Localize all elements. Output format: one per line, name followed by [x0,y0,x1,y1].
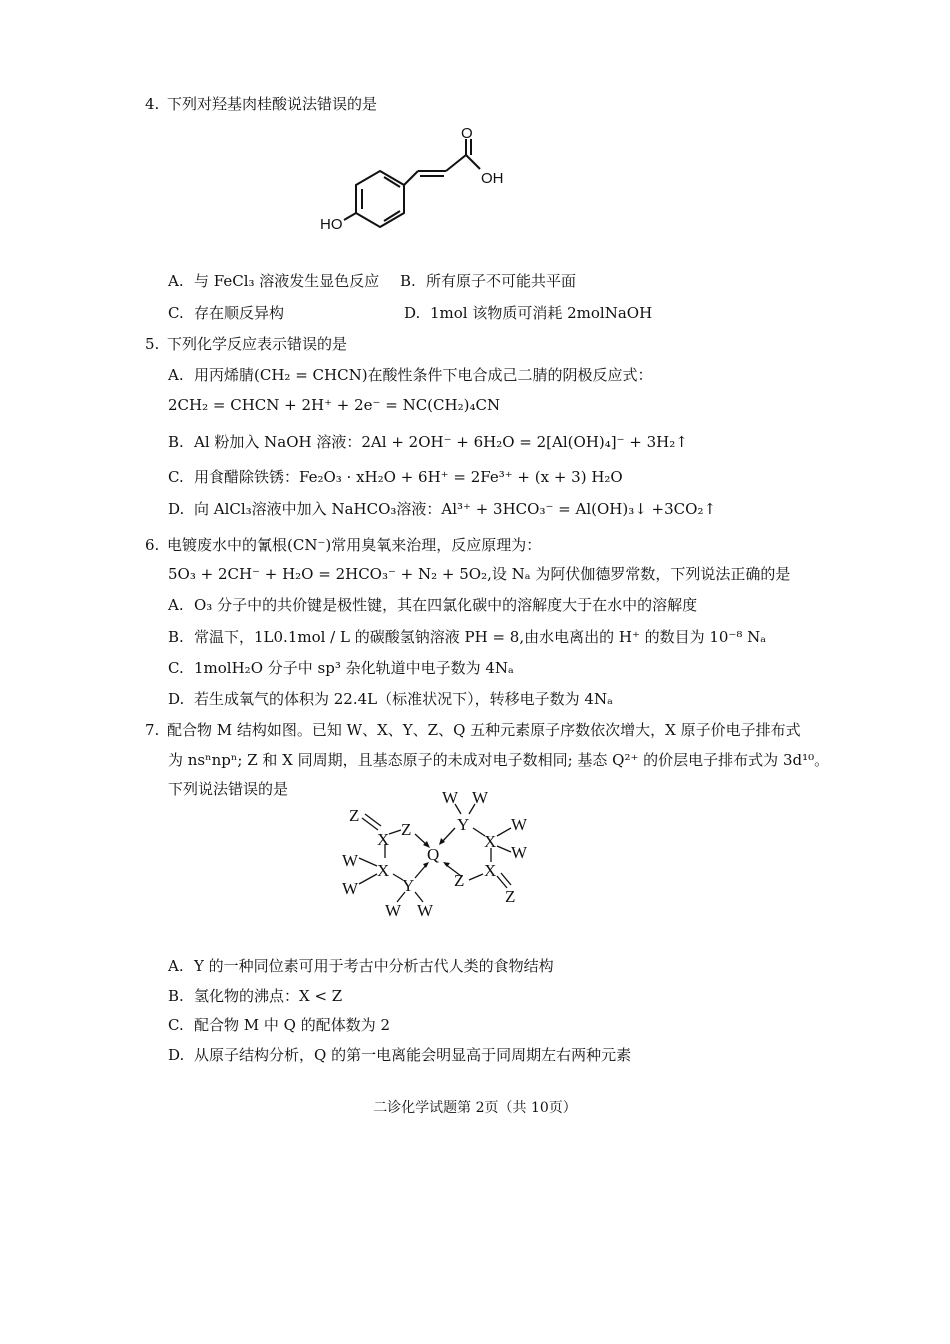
atom-w-label: W [342,879,359,898]
q5-option-d[interactable]: D. 向 AlCl₃溶液中加入 NaHCO₃溶液：Al³⁺ + 3HCO₃⁻ = Al(OH)₃↓ +3CO₂↑ [168,500,717,518]
atom-q-label: Q [427,845,440,864]
question-5-stem [145,333,347,354]
q6-reaction-line: 5O₃ + 2CH⁻ + H₂O = 2HCO₃⁻ + N₂ + 5O₂,设 Nₐ 为阿伏伽德罗常数，下列说法正确的是 [168,565,791,583]
hydroxycinnamic-acid-structure [300,125,540,240]
atom-z-label: Z [505,887,516,906]
atom-z-label: Z [454,871,465,890]
atom-z-label: Z [401,820,412,839]
oxygen-label: O [461,125,473,142]
q5-option-a-equation: 2CH₂ = CHCN + 2H⁺ + 2e⁻ = NC(CH₂)₄CN [168,396,501,414]
atom-x-label: X [377,861,390,880]
q4-option-c[interactable]: C. 存在顺反异构 [168,304,285,322]
question-number: 6. [145,536,160,554]
question-number: 5. [145,335,160,353]
atom-y-label: Y [402,876,415,895]
q4-option-a[interactable]: A. 与 FeCl₃ 溶液发生显色反应 [168,272,380,290]
atom-w-label: W [442,788,459,807]
question-number: 7. [145,721,160,739]
q7-option-d[interactable]: D. 从原子结构分析，Q 的第一电离能会明显高于同周期左右两种元素 [168,1046,632,1064]
atom-x-label: X [377,830,390,849]
page-footer: 二诊化学试题第 2页（共 10页） [373,1100,577,1116]
atom-x-label: X [484,861,497,880]
q6-option-b[interactable]: B. 常温下，1L0.1mol / L 的碳酸氢钠溶液 PH = 8,由水电离出的 H⁺ 的数目为 10⁻⁸ Nₐ [168,628,767,646]
question-6-stem [145,534,541,555]
complex-m-structure [335,788,545,923]
question-4-stem [145,93,377,114]
q7-stem-line-2: 为 nsⁿnpⁿ; Z 和 X 同周期，且基态原子的未成对电子数相同; 基态 Q²⁺ 的价层电子排布式为 3d¹⁰。 [168,751,830,769]
atom-y-label: Y [457,815,470,834]
hydroxyl-label: OH [481,170,504,187]
question-text: 下列化学反应表示错误的是 [167,335,348,353]
ho-label: HO [320,216,343,233]
q5-option-c[interactable]: C. 用食醋除铁锈：Fe₂O₃ · xH₂O + 6H⁺ = 2Fe³⁺ + (x + 3) H₂O [168,468,623,486]
q6-option-c[interactable]: C. 1molH₂O 分子中 sp³ 杂化轨道中电子数为 4Nₐ [168,659,514,677]
q7-option-c[interactable]: C. 配合物 M 中 Q 的配体数为 2 [168,1016,391,1034]
atom-z-label: Z [349,806,360,825]
atom-w-label: W [472,788,489,807]
question-7-stem [145,719,801,740]
question-text: 配合物 M 结构如图。已知 W、X、Y、Z、Q 五种元素原子序数依次增大，X 原子价电子排布式 [167,721,801,739]
q6-option-d[interactable]: D. 若生成氧气的体积为 22.4L（标准状况下），转移电子数为 4Nₐ [168,690,613,708]
q5-option-a[interactable]: A. 用丙烯腈(CH₂ = CHCN)在酸性条件下电合成己二腈的阴极反应式： [168,366,653,384]
q4-option-b[interactable]: B. 所有原子不可能共平面 [400,272,577,290]
atom-w-label: W [511,843,528,862]
q7-option-b[interactable]: B. 氢化物的沸点：X < Z [168,987,343,1005]
atom-w-label: W [342,851,359,870]
q4-option-d[interactable]: D. 1mol 该物质可消耗 2molNaOH [404,304,653,322]
atom-w-label: W [511,815,528,834]
question-text: 电镀废水中的氰根(CN⁻)常用臭氧来治理，反应原理为： [167,536,542,554]
q6-option-a[interactable]: A. O₃ 分子中的共价键是极性键，其在四氯化碳中的溶解度大于在水中的溶解度 [168,596,698,614]
atom-x-label: X [484,832,497,851]
q7-option-a[interactable]: A. Y 的一种同位素可用于考古中分析古代人类的食物结构 [168,957,554,975]
q7-stem-line-3: 下列说法错误的是 [168,780,289,798]
atom-w-label: W [385,901,402,920]
question-text: 下列对羟基肉桂酸说法错误的是 [167,95,378,113]
atom-w-label: W [417,901,434,920]
q5-option-b[interactable]: B. Al 粉加入 NaOH 溶液：2Al + 2OH⁻ + 6H₂O = 2[Al(OH)₄]⁻ + 3H₂↑ [168,433,688,451]
question-number: 4. [145,95,160,113]
